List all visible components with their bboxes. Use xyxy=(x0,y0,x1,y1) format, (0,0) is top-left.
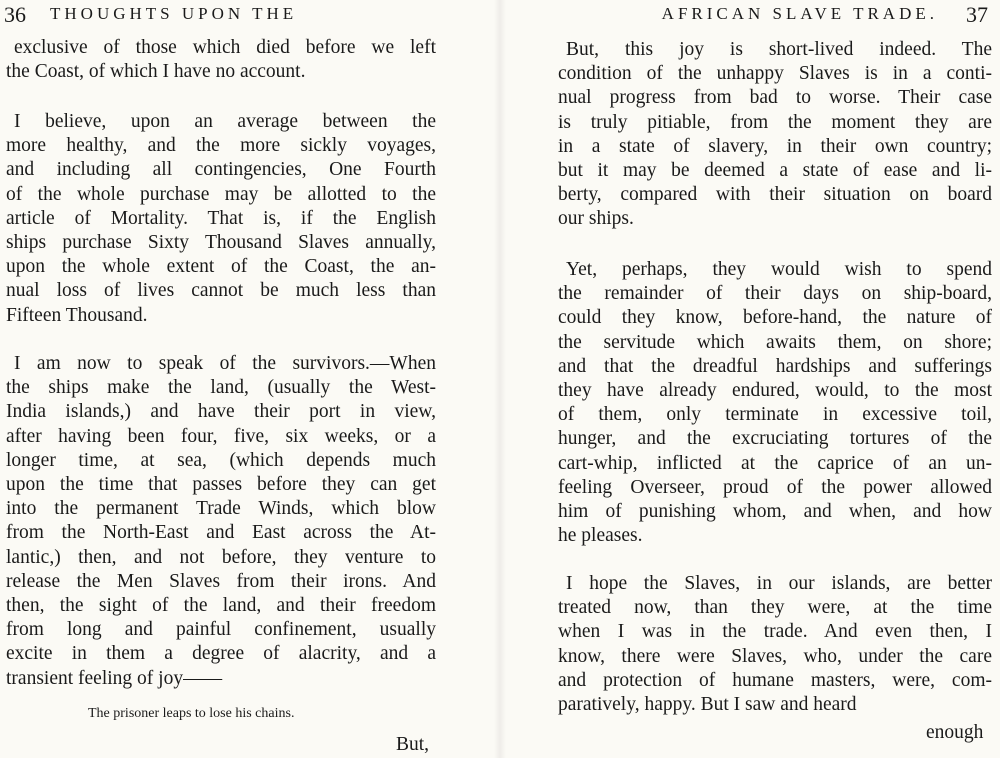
text-line: lantic,) then, and not before, they venture to xyxy=(6,546,436,568)
text-line: our ships. xyxy=(558,208,634,230)
paragraph xyxy=(558,258,992,548)
text-line: know, there were Slaves, who, under the care xyxy=(558,645,992,667)
text-line: and that the dreadful hardships and sufferings xyxy=(558,355,992,377)
paragraph xyxy=(6,352,436,691)
text-line: Yet, perhaps, they would wish to spend xyxy=(566,259,992,280)
text-line: exclusive of those which died before we left xyxy=(14,37,436,58)
running-head-left: THOUGHTS UPON THE xyxy=(50,4,298,23)
epigraph: The prisoner leaps to lose his chains. xyxy=(88,706,295,721)
text-line: upon the time that passes before they can get xyxy=(6,474,436,496)
text-line: is truly pitiable, from the moment they are xyxy=(558,111,992,133)
text-line: feeling Overseer, proud of the power allowed xyxy=(558,476,992,498)
text-line: condition of the unhappy Slaves is in a conti- xyxy=(558,63,992,85)
paragraph xyxy=(558,572,992,717)
text-line: the ships make the land, (usually the West- xyxy=(6,377,436,399)
text-line: I am now to speak of the survivors.—When xyxy=(14,353,436,374)
text-line: India islands,) and have their port in view, xyxy=(6,401,436,423)
text-line: the Coast, of which I have no account. xyxy=(6,61,306,83)
text-line: nual loss of lives cannot be much less than xyxy=(6,280,436,302)
paragraph xyxy=(6,36,436,84)
text-line: and including all contingencies, One Fourth xyxy=(6,159,436,181)
text-line: the servitude which awaits them, on shore; xyxy=(558,331,992,353)
text-line: longer time, at sea, (which depends much xyxy=(6,449,436,471)
catchword-left: But, xyxy=(396,734,430,755)
text-line: paratively, happy. But I saw and heard xyxy=(558,694,857,716)
text-line: cart-whip, inflicted at the caprice of an un- xyxy=(558,452,992,474)
text-line: but it may be deemed a state of ease and li- xyxy=(558,160,992,182)
text-line: and protection of humane masters, were, com- xyxy=(558,669,992,691)
paragraph xyxy=(6,110,436,328)
catchword-right: enough xyxy=(926,722,984,743)
text-line: nual progress from bad to worse. Their case xyxy=(558,87,992,109)
text-line: article of Mortality. That is, if the English xyxy=(6,207,436,229)
text-line: into the permanent Trade Winds, which blow xyxy=(6,498,436,520)
running-head-right: AFRICAN SLAVE TRADE. xyxy=(661,4,938,23)
text-line: of the whole purchase may be allotted to the xyxy=(6,183,436,205)
page-number-right: 37 xyxy=(966,2,988,27)
text-line: they have already endured, would, to the most xyxy=(558,380,992,402)
text-line: hunger, and the excruciating tortures of the xyxy=(558,428,992,450)
text-line: I hope the Slaves, in our islands, are better xyxy=(566,573,992,594)
text-line: in a state of slavery, in their own country; xyxy=(558,135,992,157)
text-line: ships purchase Sixty Thousand Slaves annually, xyxy=(6,232,436,254)
text-line: more healthy, and the more sickly voyages, xyxy=(6,135,436,157)
text-line: from the North-East and East across the At- xyxy=(6,522,436,544)
text-line: Fifteen Thousand. xyxy=(6,304,148,326)
text-line: from long and painful confinement, usually xyxy=(6,619,436,641)
right-page xyxy=(500,0,1000,758)
text-line: berty, compared with their situation on board xyxy=(558,184,992,206)
text-line: transient feeling of joy—— xyxy=(6,667,223,689)
paragraph xyxy=(558,38,992,232)
text-line: I believe, upon an average between the xyxy=(14,111,436,132)
text-line: upon the whole extent of the Coast, the an- xyxy=(6,256,436,278)
page-number-left: 36 xyxy=(4,2,26,27)
text-line: him of punishing whom, and when, and how xyxy=(558,501,992,523)
text-line: excite in them a degree of alacrity, and a xyxy=(6,643,436,665)
text-line: could they know, before-hand, the nature of xyxy=(558,307,992,329)
text-line: the remainder of their days on ship-board, xyxy=(558,283,992,305)
text-line: treated now, than they were, at the time xyxy=(558,597,992,619)
text-line: when I was in the trade. And even then, I xyxy=(558,621,992,643)
text-line: But, this joy is short-lived indeed. The xyxy=(566,39,992,60)
text-line: of them, only terminate in excessive toil, xyxy=(558,404,992,426)
text-line: after having been four, five, six weeks, or a xyxy=(6,425,436,447)
text-line: release the Men Slaves from their irons. And xyxy=(6,570,436,592)
text-line: he pleases. xyxy=(558,525,643,547)
text-line: then, the sight of the land, and their freedom xyxy=(6,595,436,617)
